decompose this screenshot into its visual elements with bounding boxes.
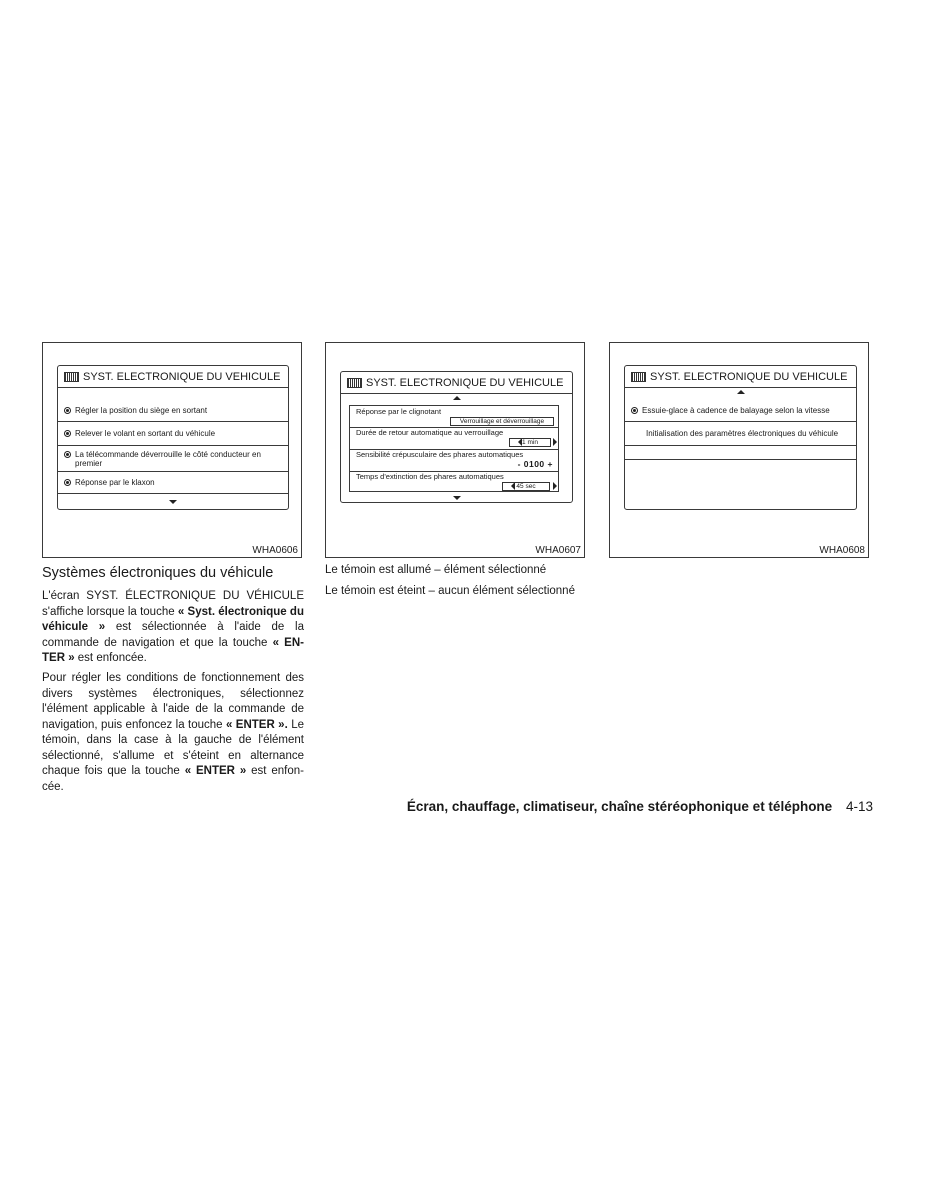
menu-icon (64, 372, 79, 382)
setting-row[interactable] (350, 427, 558, 450)
menu-item[interactable]: Relever le volant en sortant du véhicule (58, 422, 288, 446)
legend-on: Le témoin est allumé – élément sélectionné (325, 564, 547, 576)
figure-code: WHA0607 (535, 545, 581, 556)
display-screen (57, 365, 289, 510)
setting-label: Réponse par le clignotant (356, 407, 442, 416)
setting-label: Temps d'extinction des phares automatiques (356, 472, 504, 481)
indicator-on-icon (64, 430, 71, 437)
menu-item[interactable]: Régler la position du siège en sortant (58, 399, 288, 422)
indicator-on-icon (64, 407, 71, 414)
setting-value[interactable]: 1 min (509, 438, 551, 447)
screen-title-text: SYST. ELECTRONIQUE DU VEHICULE (83, 370, 281, 383)
indicator-off-icon (635, 430, 642, 437)
screen-title (58, 366, 288, 388)
menu-item[interactable]: Initialisation des paramètres électroniques du véhicule (625, 422, 856, 446)
paragraph: L'écran SYST. ÉLECTRONIQUE DU VÉHICULE s'affiche lorsque la touche « Syst. électronique du véhicule » est sélectionnée à l'aide de la commande de navigation et que la touche « EN-TER » est enfoncée. (42, 590, 304, 664)
scroll-down-icon[interactable] (169, 500, 177, 504)
screen-title-text: SYST. ELECTRONIQUE DU VEHICULE (366, 376, 564, 389)
increase-icon[interactable] (553, 438, 557, 446)
screen-title (625, 366, 856, 388)
menu-item[interactable]: La télécommande déverrouille le côté conducteur en premier (58, 446, 288, 472)
sensitivity-value[interactable]: - 0100 + (517, 459, 553, 469)
setting-value[interactable]: 45 sec (502, 482, 550, 491)
menu-icon (347, 378, 362, 388)
setting-row[interactable] (350, 471, 558, 492)
increase-icon[interactable] (553, 482, 557, 490)
figure-wha0608 (609, 342, 869, 558)
screen-title-text: SYST. ELECTRONIQUE DU VEHICULE (650, 370, 848, 383)
menu-icon (631, 372, 646, 382)
menu-item-empty (625, 446, 856, 460)
footer (407, 799, 873, 814)
menu-item[interactable]: Réponse par le klaxon (58, 472, 288, 494)
display-screen (624, 365, 857, 510)
scroll-down-icon[interactable] (453, 496, 461, 500)
settings-list (349, 405, 559, 492)
setting-row[interactable] (350, 406, 558, 428)
display-screen (340, 371, 573, 503)
paragraph: Pour régler les conditions de fonctionnement des divers systèmes électroniques, sélectionnez l'élément applicable à l'aide de la commande de navigation, puis enfoncez la touche « ENTER ». Le témoin, dans la case à la gauche de l'élément sélectionné, s'allume et s'éteint en alternance chaque fois que la touche « ENTER » est enfon-cée. (42, 672, 304, 793)
menu-item[interactable]: Essuie-glace à cadence de balayage selon la vitesse (625, 399, 856, 422)
figure-wha0607 (325, 342, 585, 558)
figure-code: WHA0606 (252, 545, 298, 556)
figure-wha0606 (42, 342, 302, 558)
legend-off: Le témoin est éteint – aucun élément sélectionné (325, 585, 575, 597)
setting-label: Sensibilité crépusculaire des phares automatiques (356, 450, 524, 459)
section-title: Systèmes électroniques du véhicule (42, 565, 274, 581)
indicator-on-icon (631, 407, 638, 414)
indicator-on-icon (64, 451, 71, 458)
figure-code: WHA0608 (819, 545, 865, 556)
indicator-on-icon (64, 479, 71, 486)
scroll-up-icon[interactable] (453, 396, 461, 400)
scroll-up-icon[interactable] (737, 390, 745, 394)
screen-title (341, 372, 572, 394)
setting-label: Durée de retour automatique au verrouillage (356, 428, 504, 437)
setting-row[interactable] (350, 449, 558, 472)
chapter-title: Écran, chauffage, climatiseur, chaîne stéréophonique et téléphone (406, 799, 833, 814)
page-number: 4-13 (845, 799, 873, 814)
setting-value[interactable]: Verrouillage et déverrouillage (450, 417, 554, 426)
